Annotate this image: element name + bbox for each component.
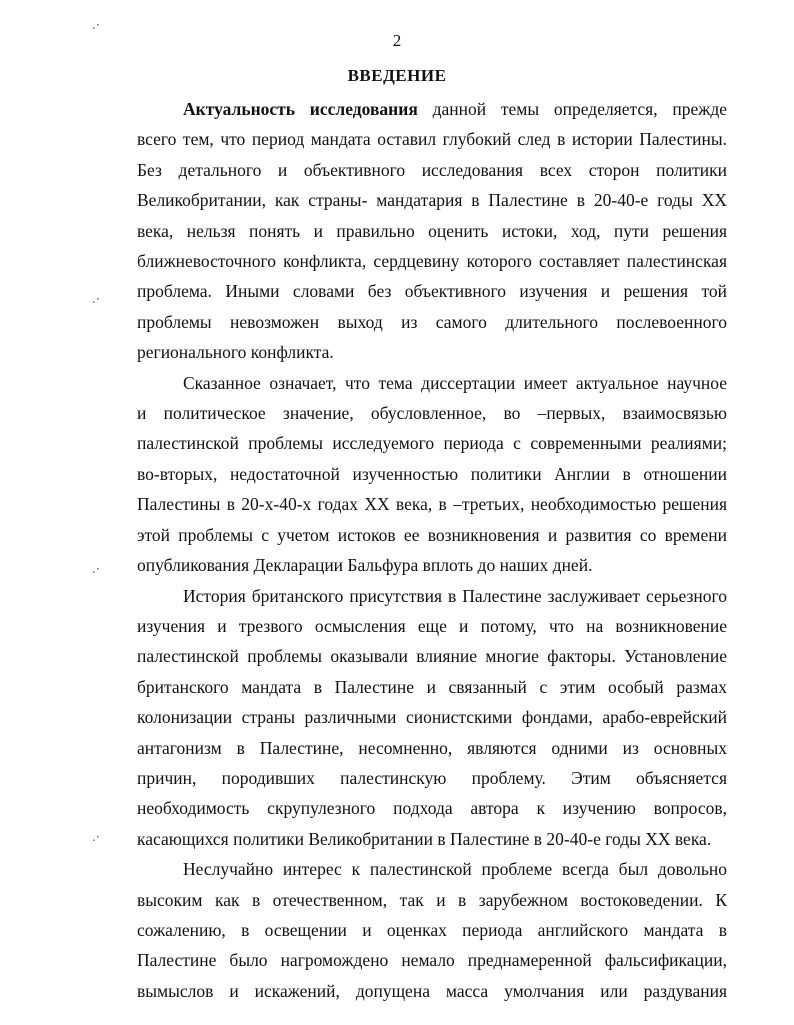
text-line: века, нельзя понять и правильно оценить истоки, ход, пути решения <box>137 220 727 241</box>
text-line: История британского присутствия в Палестине заслуживает серьезного <box>183 585 727 606</box>
text-line: Палестине было нагромождено немало преднамеренной фальсификации, <box>137 950 727 971</box>
text-line: регионального конфликта. <box>137 342 334 363</box>
text-line: необходимость скрупулезного подхода автора к изучению вопросов, <box>137 798 727 819</box>
scan-speck: .· <box>92 292 100 306</box>
text-line: колонизации страны различными сионистскими фондами, арабо-еврейский <box>137 707 727 728</box>
text-line: опубликования Декларации Бальфура вплоть до наших дней. <box>137 555 593 576</box>
text-line: британского мандата в Палестине и связанный с этим особый размах <box>137 676 727 697</box>
scan-speck: .· <box>92 18 100 32</box>
lead-phrase: Актуальность исследования <box>183 99 418 119</box>
text-line: сожалению, в освещении и оценках периода английского мандата в <box>137 919 727 940</box>
text-line: Великобритании, как страны- мандатария в Палестине в 20-40-е годы XX <box>137 190 727 211</box>
text-line: причин, породивших палестинскую проблему. Этим объясняется <box>137 767 727 788</box>
text-line: проблемы невозможен выход из самого длительного послевоенного <box>137 311 727 332</box>
paragraph-1: Актуальность исследования данной темы определяется, прежде всего тем, что период мандата оставил глубокий след в истории Палестины. Без детального и объективного исследования всех сторон политики Великобритании, как страны- мандатария в Палестине в 20-40-е годы XX века, нельзя понять и правильно оценить истоки, ход, пути решения ближневосточного конфликта, сердцевину которого составляет палестинская проблема. Иными словами без объективного изучения и решения той проблемы невозможен выход из самого длительного послевоенного регионального конфликта. <box>137 94 727 368</box>
scan-speck: .· <box>92 830 100 844</box>
text-line: палестинской проблемы оказывали влияние многие факторы. Установление <box>137 646 727 667</box>
text-line: этой проблемы с учетом истоков ее возникновения и развития со времени <box>137 524 727 545</box>
text-line: высоким как в отечественном, так и в зарубежном востоковедении. К <box>137 889 727 910</box>
text-line: палестинской проблемы исследуемого периода с современными реалиями; <box>137 433 727 454</box>
text-line: всего тем, что период мандата оставил глубокий след в истории Палестины. <box>137 129 727 150</box>
text-line: Неслучайно интерес к палестинской проблеме всегда был довольно <box>183 859 727 880</box>
text-line: Палестины в 20-х-40-х годах XX века, в –третьих, необходимостью решения <box>137 494 727 515</box>
text-line: во-вторых, недостаточной изученностью политики Англии в отношении <box>137 463 727 484</box>
text-line: ближневосточного конфликта, сердцевину которого составляет палестинская <box>137 251 727 272</box>
paragraph-2 <box>137 368 727 581</box>
text-line: проблема. Иными словами без объективного изучения и решения той <box>137 281 727 302</box>
text-line: касающихся политики Великобритании в Палестине в 20-40-е годы XX века. <box>137 828 712 849</box>
text-line: Без детального и объективного исследования всех сторон политики <box>137 159 727 180</box>
text-line: антагонизм в Палестине, несомненно, являются одними из основных <box>137 737 727 758</box>
paragraph-3 <box>137 581 727 855</box>
text-line: Сказанное означает, что тема диссертации имеет актуальное научное <box>183 372 727 393</box>
body-text <box>137 94 727 1006</box>
paragraph-4 <box>137 854 727 1006</box>
text-line: и политическое значение, обусловленное, во –первых, взаимосвязью <box>137 403 727 424</box>
section-heading: ВВЕДЕНИЕ <box>347 66 447 85</box>
page-number: 2 <box>392 31 402 50</box>
text-line: изучения и трезвого осмысления еще и потому, что на возникновение <box>137 615 727 636</box>
scan-speck: .· <box>92 562 100 576</box>
text-line: вымыслов и искажений, допущена масса умолчания или раздувания <box>137 980 727 1001</box>
